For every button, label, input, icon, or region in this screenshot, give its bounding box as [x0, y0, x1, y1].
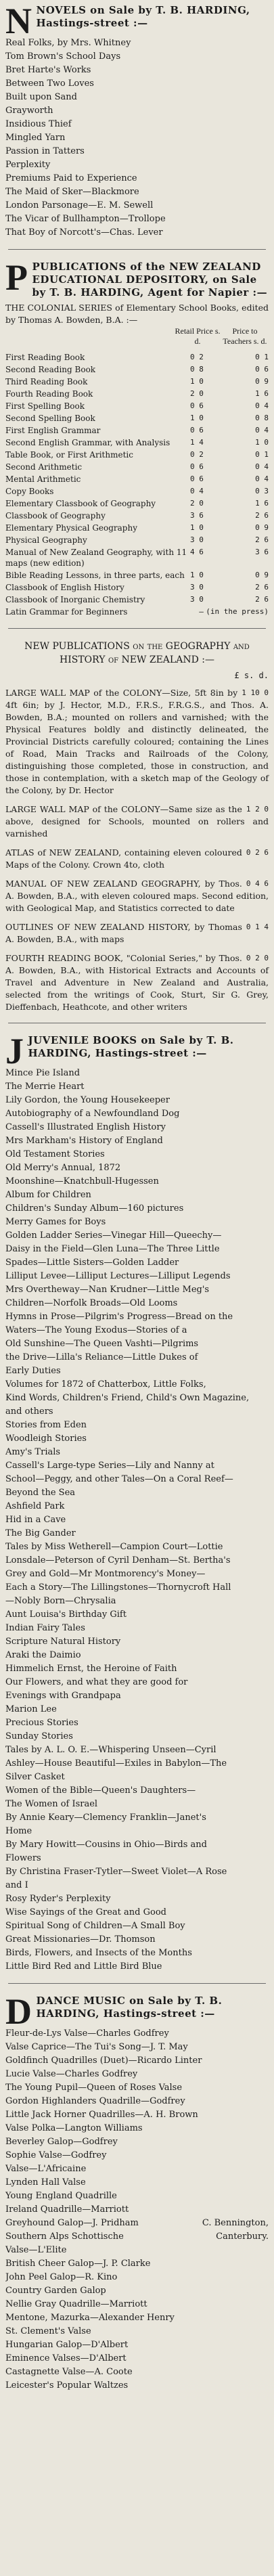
- ad-geography-title: NEW PUBLICATIONS on the GEOGRAPHY and HISTORY of NEW ZEALAND :—: [24, 641, 250, 665]
- teachers-price: 0 9: [255, 571, 269, 579]
- novel-item: Tom Brown's School Days: [5, 51, 121, 62]
- teachers-price: 1 6: [255, 389, 269, 398]
- juvenile-item: Old Merry's Annual, 1872: [5, 1163, 121, 1173]
- ad-novels: [5, 1, 269, 240]
- juvenile-item: Woodleigh Stories: [5, 1434, 87, 1444]
- dance-item: [5, 2271, 269, 2284]
- publication-row: [5, 474, 269, 486]
- juvenile-item: By Annie Keary—Clemency Franklin—Janet's: [5, 1813, 206, 1823]
- dance-item: [5, 2325, 269, 2338]
- dance-item: [5, 2298, 269, 2311]
- publication-name: Elementary Classbook of Geography: [5, 499, 156, 508]
- publication-name: Classbook of Inorganic Chemistry: [5, 595, 145, 604]
- retail-price: 2 0: [190, 389, 204, 398]
- juvenile-item: Golden Ladder Series—Vinegar Hill—Queechy—: [5, 1230, 222, 1241]
- juvenile-item: and I: [5, 1880, 28, 1890]
- juvenile-item: Sunday Stories: [5, 1731, 73, 1741]
- juvenile-item: Mrs Markham's History of England: [5, 1136, 163, 1146]
- juvenile-item: Scripture Natural History: [5, 1637, 121, 1647]
- ad-geography: [5, 640, 269, 1013]
- dance-item-name: Ireland Quadrille—Marriott: [5, 2204, 129, 2215]
- publication-name: Bible Reading Lessons, in three parts, each: [5, 571, 185, 580]
- geography-items: [5, 687, 269, 1013]
- dropcap-n: N: [5, 1, 32, 41]
- publication-name: Table Book, or First Arithmetic: [5, 450, 133, 460]
- teachers-price: 0 1: [255, 353, 269, 361]
- dance-item-name: John Peel Galop—R. Kino: [5, 2272, 118, 2282]
- novel-item: London Parsonage—E. M. Sewell: [5, 200, 154, 210]
- publication-row: [5, 413, 269, 425]
- retail-price: 0 6: [190, 462, 204, 471]
- retail-price: 1 0: [190, 571, 204, 579]
- juvenile-item: Home: [5, 1826, 32, 1836]
- retail-price: 3 6: [190, 511, 204, 520]
- juvenile-item: Birds, Flowers, and Insects of the Months: [5, 1948, 192, 1958]
- juvenile-item: Lily Gordon, the Young Housekeeper: [5, 1095, 170, 1105]
- novels-list: [5, 37, 269, 240]
- sd-label: £ s. d.: [234, 671, 269, 680]
- geography-item-text: MANUAL OF NEW ZEALAND GEOGRAPHY, by Thos. A. Bowden, B.A., with eleven coloured maps. Second edition, with Geological Map, and Statistics corrected to date: [5, 879, 269, 913]
- dance-item-name: Lynden Hall Valse: [5, 2177, 86, 2188]
- dance-item: [5, 2311, 269, 2325]
- juvenile-item: Album for Children: [5, 1190, 91, 1200]
- geography-item-price: 0 1 4: [246, 923, 269, 931]
- publication-row: [5, 606, 269, 619]
- dance-item: [5, 2366, 269, 2379]
- geography-item-text: LARGE WALL MAP of the COLONY—Same size as the above, designed for Schools, mounted on rollers and varnished: [5, 804, 269, 839]
- dance-item-name: Valse—L'Elite: [5, 2245, 67, 2255]
- novel-item: Passion in Tatters: [5, 146, 85, 156]
- publication-name: Latin Grammar for Beginners: [5, 607, 128, 617]
- teachers-price: (in the press): [206, 607, 269, 616]
- juvenile-item: —Nobly Born—Chrysalia: [5, 1596, 116, 1606]
- juvenile-item: Lilliput Levee—Lilliput Lectures—Lilliput Legends: [5, 1271, 231, 1281]
- dance-item-name: Sophie Valse—Godfrey: [5, 2150, 107, 2160]
- dance-item: [5, 2176, 269, 2190]
- juvenile-item: Silver Casket: [5, 1772, 65, 1782]
- juvenile-item: Precious Stories: [5, 1718, 78, 1728]
- publication-name: First Spelling Book: [5, 401, 85, 411]
- juvenile-item: Indian Fairy Tales: [5, 1623, 85, 1633]
- juvenile-item: By Christina Fraser-Tytler—Sweet Violet—A Rose: [5, 1867, 227, 1877]
- divider: [8, 1983, 266, 1984]
- dropcap-d: D: [5, 1991, 32, 2032]
- juvenile-list: [5, 1067, 269, 1974]
- juvenile-item: Araki the Daimio: [5, 1650, 81, 1660]
- dance-item: [5, 2203, 269, 2217]
- teachers-price: 0 8: [255, 414, 269, 422]
- dance-item-name: The Young Pupil—Queen of Roses Valse: [5, 2083, 183, 2093]
- retail-price: 1 0: [190, 414, 204, 422]
- geography-item-price: 1 10 0: [242, 688, 269, 697]
- publication-name: Fourth Reading Book: [5, 389, 93, 399]
- dance-item: [5, 2284, 269, 2298]
- ad-publications-subtitle: THE COLONIAL SERIES of Elementary School Books, edited by Thomas A. Bowden, B.A. :—: [5, 303, 269, 325]
- publication-row: [5, 401, 269, 413]
- dance-item-name: Goldfinch Quadrilles (Duet)—Ricardo Linter: [5, 2056, 202, 2066]
- publication-name: Second Reading Book: [5, 365, 96, 374]
- retail-price: 3 0: [190, 535, 204, 544]
- juvenile-item: Great Missionaries—Dr. Thomson: [5, 1934, 156, 1945]
- dance-item-note: C. Bennington,: [202, 2218, 269, 2228]
- dance-item-name: Beverley Galop—Godfrey: [5, 2137, 118, 2147]
- teachers-price: 0 4: [255, 462, 269, 471]
- teachers-price: 1 6: [255, 499, 269, 508]
- publication-row: [5, 486, 269, 498]
- geography-item-text: FOURTH READING BOOK, "Colonial Series," by Thos. A. Bowden, B.A., with Historical Extracts and Accounts of Travel and Adventure in New Zealand and Australia, selected from the writings of Cook, Sturt, Sir G. Grey, Dieffenbach, Heathcote, and other writers: [5, 953, 269, 1012]
- ad-novels-title: NOVELS on Sale by T. B. HARDING, Hastings-street :—: [36, 4, 250, 29]
- geography-item-price: 0 4 6: [246, 879, 269, 888]
- teachers-price: 2 6: [255, 511, 269, 520]
- juvenile-item: Children—Norfolk Broads—Old Looms: [5, 1298, 178, 1308]
- publication-name: Elementary Physical Geography: [5, 523, 137, 533]
- juvenile-item: Himmelich Ernst, the Heroine of Faith: [5, 1664, 177, 1674]
- dance-item-name: Southern Alps Schottische: [5, 2231, 124, 2242]
- juvenile-item: Kind Words, Children's Friend, Child's Own Magazine,: [5, 1393, 250, 1403]
- geography-item-text: LARGE WALL MAP of the COLONY—Size, 5ft 8in by 4ft 6in; by J. Hector, M.D., F.R.S., F.R.G.S., and Thos. A. Bowden, B.A.; mounted on rollers and varnished; with the Physical Features boldly and distinctly delineated, the Provincial Districts carefully coloured; containing the Lines of Road, Main Tracks and Railroads of the Colony, distinguishing those completed, those in construction, and those in contemplation, with a sketch map of the Geology of the Colony, by Dr. Hector: [5, 688, 269, 795]
- retail-price: 1 0: [190, 523, 204, 532]
- geography-item-price: 1 2 0: [246, 805, 269, 814]
- juvenile-item: Daisy in the Field—Glen Luna—The Three Little: [5, 1244, 220, 1254]
- ad-publications-title: PUBLICATIONS of the NEW ZEALAND EDUCATIONAL DEPOSITORY, on Sale by T. B. HARDING, Agent for Napier :—: [32, 261, 268, 298]
- juvenile-item: By Mary Howitt—Cousins in Ohio—Birds and: [5, 1840, 208, 1850]
- juvenile-item: Spiritual Song of Children—A Small Boy: [5, 1921, 185, 1931]
- publication-row: [5, 535, 269, 547]
- retail-price: 1 4: [190, 438, 204, 447]
- price-headers: [5, 326, 269, 347]
- divider: [8, 249, 266, 250]
- juvenile-item: Children's Sunday Album—160 pictures: [5, 1203, 184, 1214]
- dance-item-name: Nellie Gray Quadrille—Marriott: [5, 2299, 147, 2309]
- dance-item-name: Greyhound Galop—J. Pridham: [5, 2218, 139, 2228]
- juvenile-item: Lonsdale—Peterson of Cyril Denham—St. Bertha's: [5, 1555, 231, 1565]
- juvenile-item: Our Flowers, and what they are good for: [5, 1677, 188, 1687]
- ad-novels-headline: [5, 1, 269, 41]
- publication-row: [5, 425, 269, 437]
- publication-row: [5, 570, 269, 582]
- dance-item: [5, 2352, 269, 2366]
- teachers-price: 2 6: [255, 535, 269, 544]
- novel-item: That Boy of Norcott's—Chas. Lever: [5, 227, 163, 238]
- publication-row: [5, 498, 269, 510]
- juvenile-item: The Merrie Heart: [5, 1082, 85, 1092]
- geography-item: [5, 803, 269, 840]
- juvenile-item: Rosy Ryder's Perplexity: [5, 1894, 111, 1904]
- ad-publications-headline: [5, 257, 269, 299]
- novel-item: The Vicar of Bullhampton—Trollope: [5, 214, 166, 224]
- juvenile-item: Tales by Miss Wetherell—Campion Court—Lottie: [5, 1542, 223, 1552]
- juvenile-item: Hid in a Cave: [5, 1515, 66, 1525]
- publication-row: [5, 437, 269, 449]
- dance-item-note: Canterbury.: [216, 2231, 269, 2242]
- juvenile-item: Tales by A. L. O. E.—Whispering Unseen—Cyril: [5, 1745, 216, 1755]
- dance-item-name: Fleur-de-Lys Valse—Charles Godfrey: [5, 2028, 169, 2039]
- geography-item-text: OUTLINES OF NEW ZEALAND HISTORY, by Thomas A. Bowden, B.A., with maps: [5, 922, 242, 944]
- publication-row: [5, 376, 269, 388]
- retail-price: 0 2: [190, 450, 204, 459]
- publication-name: Second Arithmetic: [5, 462, 83, 472]
- publication-name: Classbook of Geography: [5, 511, 106, 520]
- ad-juvenile-headline: [5, 1031, 269, 1071]
- retail-price: 0 6: [190, 426, 204, 435]
- novel-item: Premiums Paid to Experience: [5, 173, 137, 183]
- juvenile-item: Cassell's Illustrated English History: [5, 1122, 166, 1132]
- novel-item: Grayworth: [5, 106, 53, 116]
- publication-row: [5, 462, 269, 474]
- publication-name: Second Spelling Book: [5, 414, 95, 423]
- teachers-price: 3 6: [255, 548, 269, 556]
- publication-row: [5, 547, 269, 570]
- dance-item-name: Young England Quadrille: [5, 2191, 117, 2201]
- dance-item-name: Hungarian Galop—D'Albert: [5, 2340, 129, 2350]
- dance-item-name: Valse Polka—Langton Williams: [5, 2123, 143, 2133]
- teachers-price: 0 1: [255, 450, 269, 459]
- publication-row: [5, 510, 269, 523]
- dance-item: [5, 2041, 269, 2054]
- dance-item: [5, 2162, 269, 2176]
- juvenile-item: the Drive—Lilla's Reliance—Little Dukes of: [5, 1352, 198, 1362]
- retail-price: 0 6: [190, 401, 204, 410]
- ad-juvenile-title: JUVENILE BOOKS on Sale by T. B. HARDING, Hastings-street :—: [28, 1034, 234, 1059]
- retail-price: 2 0: [190, 499, 204, 508]
- ad-juvenile: [5, 1031, 269, 1974]
- juvenile-item: and others: [5, 1406, 53, 1417]
- teachers-price: 0 3: [255, 487, 269, 495]
- publication-name: Third Reading Book: [5, 377, 88, 386]
- geography-item: [5, 847, 269, 871]
- novel-item: Between Two Loves: [5, 79, 94, 89]
- teachers-price: 0 6: [255, 365, 269, 374]
- dance-item-name: Leicester's Popular Waltzes: [5, 2380, 129, 2391]
- publication-row: [5, 582, 269, 594]
- teachers-price: 2 6: [255, 595, 269, 604]
- novel-item: Real Folks, by Mrs. Whitney: [5, 38, 131, 48]
- dance-item: [5, 2257, 269, 2271]
- dance-item: [5, 2190, 269, 2203]
- retail-price: 0 6: [190, 474, 204, 483]
- novel-item: Insidious Thief: [5, 119, 72, 129]
- dance-item: [5, 2108, 269, 2122]
- publications-table: [5, 352, 269, 619]
- geography-item: [5, 878, 269, 914]
- dance-item: [5, 2230, 269, 2244]
- dance-item: [5, 2379, 269, 2393]
- dance-item-name: Valse—L'Africaine: [5, 2164, 87, 2174]
- dance-item-name: Country Garden Galop: [5, 2286, 106, 2296]
- juvenile-item: Grey and Gold—Mr Montmorency's Money—: [5, 1569, 206, 1579]
- retail-price: 3 0: [190, 583, 204, 592]
- juvenile-item: Autobiography of a Newfoundland Dog: [5, 1109, 180, 1119]
- publication-name: Manual of New Zealand Geography, with 11 maps (new edition): [5, 548, 187, 568]
- teachers-header: Price to Teachers s. d.: [223, 326, 267, 346]
- juvenile-item: Mince Pie Island: [5, 1068, 81, 1078]
- divider: [8, 628, 266, 629]
- retail-price: 0 4: [190, 487, 204, 495]
- juvenile-item: Marion Lee: [5, 1704, 57, 1714]
- publication-name: Second English Grammar, with Analysis: [5, 438, 170, 447]
- juvenile-item: Amy's Trials: [5, 1447, 61, 1457]
- retail-price: 0 2: [190, 353, 204, 361]
- juvenile-item: Mrs Overtheway—Nan Krudner—Little Meg's: [5, 1285, 210, 1295]
- juvenile-item: Old Testament Stories: [5, 1149, 105, 1159]
- dance-item-name: St. Clement's Valse: [5, 2326, 91, 2336]
- dance-item-name: Mentone, Mazurka—Alexander Henry: [5, 2313, 175, 2323]
- juvenile-item: Volumes for 1872 of Chatterbox, Little Folks,: [5, 1379, 206, 1390]
- dance-item: [5, 2027, 269, 2041]
- dropcap-j: J: [5, 1031, 24, 1071]
- publication-row: [5, 364, 269, 376]
- juvenile-item: Spades—Little Sisters—Golden Ladder: [5, 1258, 179, 1268]
- publication-row: [5, 449, 269, 462]
- publication-row: [5, 388, 269, 401]
- retail-price: 0 8: [190, 365, 204, 374]
- dance-item: [5, 2122, 269, 2135]
- dance-item-name: Lucie Valse—Charles Godfrey: [5, 2069, 138, 2079]
- dropcap-p: P: [5, 257, 28, 298]
- publication-name: First Reading Book: [5, 353, 85, 362]
- juvenile-item: Moonshine—Knatchbull-Hugessen: [5, 1176, 159, 1186]
- retail-price: 1 0: [190, 377, 204, 386]
- publications-rows: [5, 352, 269, 619]
- teachers-price: 0 4: [255, 474, 269, 483]
- dance-item: [5, 2068, 269, 2081]
- dance-item: [5, 2244, 269, 2257]
- dance-item-name: Gordon Highlanders Quadrille—Godfrey: [5, 2096, 185, 2106]
- teachers-price: 0 9: [255, 523, 269, 532]
- publication-name: Classbook of English History: [5, 583, 124, 592]
- geography-item: [5, 921, 269, 946]
- geography-item: [5, 952, 269, 1013]
- juvenile-item: Hymns in Prose—Pilgrim's Progress—Bread on the: [5, 1312, 233, 1322]
- geography-item-price: 0 2 6: [246, 848, 269, 857]
- publication-name: Physical Geography: [5, 535, 87, 545]
- dance-item: [5, 2054, 269, 2068]
- ad-dance-title: DANCE MUSIC on Sale by T. B. HARDING, Hastings-street :—: [36, 1995, 223, 2020]
- dance-item: [5, 2149, 269, 2162]
- ad-dance: [5, 1991, 269, 2393]
- dance-item-name: Valse Caprice—The Tui's Song—J. T. May: [5, 2042, 188, 2052]
- retail-price: 4 6: [190, 548, 204, 556]
- novel-item: Bret Harte's Works: [5, 65, 91, 75]
- retail-price: 3 0: [190, 595, 204, 604]
- novel-item: Perplexity: [5, 160, 51, 170]
- publication-row: [5, 352, 269, 364]
- geography-item-price: 0 2 0: [246, 954, 269, 962]
- dance-item: [5, 2135, 269, 2149]
- juvenile-item: Each a Story—The Lillingstones—Thornycroft Hall: [5, 1582, 231, 1593]
- juvenile-item: Evenings with Grandpapa: [5, 1691, 121, 1701]
- ad-dance-headline: [5, 1991, 269, 2032]
- publication-row: [5, 594, 269, 606]
- juvenile-item: Cassell's Large-type Series—Lily and Nanny at: [5, 1461, 214, 1471]
- dance-item: [5, 2217, 269, 2230]
- juvenile-item: Flowers: [5, 1853, 41, 1863]
- dance-item-name: Castagnette Valse—A. Coote: [5, 2367, 133, 2377]
- teachers-price: 0 4: [255, 426, 269, 435]
- teachers-price: 1 0: [255, 438, 269, 447]
- juvenile-item: Early Duties: [5, 1366, 61, 1376]
- dance-list: [5, 2027, 269, 2393]
- novel-item: Mingled Yarn: [5, 133, 66, 143]
- dance-item: [5, 2081, 269, 2095]
- juvenile-item: Stories from Eden: [5, 1420, 87, 1430]
- teachers-price: 0 4: [255, 401, 269, 410]
- teachers-price: 2 6: [255, 583, 269, 592]
- dance-item: [5, 2338, 269, 2352]
- teachers-price: 0 9: [255, 377, 269, 386]
- publication-name: Copy Books: [5, 487, 54, 496]
- novel-item: The Maid of Sker—Blackmore: [5, 187, 139, 197]
- geography-item-text: ATLAS of NEW ZEALAND, containing eleven coloured Maps of the Colony. Crown 4to, cloth: [5, 847, 242, 870]
- retail-price: —: [199, 607, 204, 616]
- dance-item-name: British Cheer Galop—J. P. Clarke: [5, 2259, 151, 2269]
- retail-header: Retail Price s. d.: [175, 326, 221, 346]
- publication-name: First English Grammar: [5, 426, 101, 435]
- juvenile-item: Ashfield Park: [5, 1501, 65, 1511]
- juvenile-item: Aunt Louisa's Birthday Gift: [5, 1609, 127, 1620]
- juvenile-item: Ashley—House Beautiful—Exiles in Babylon—The: [5, 1758, 227, 1769]
- dance-item-name: Eminence Valses—D'Albert: [5, 2353, 127, 2363]
- juvenile-item: Old Sunshine—The Queen Vashti—Pilgrims: [5, 1339, 199, 1349]
- geography-item: [5, 687, 269, 797]
- dance-item-name: Little Jack Horner Quadrilles—A. H. Brown: [5, 2110, 198, 2120]
- juvenile-item: Little Bird Red and Little Bird Blue: [5, 1961, 162, 1972]
- juvenile-item: The Women of Israel: [5, 1799, 98, 1809]
- publication-row: [5, 523, 269, 535]
- juvenile-item: Merry Games for Boys: [5, 1217, 106, 1227]
- juvenile-item: Wise Sayings of the Great and Good: [5, 1907, 166, 1917]
- ad-publications: [5, 257, 269, 619]
- juvenile-item: Women of the Bible—Queen's Daughters—: [5, 1785, 196, 1796]
- publication-name: Mental Arithmetic: [5, 474, 81, 484]
- juvenile-item: Waters—The Young Exodus—Stories of a: [5, 1325, 187, 1335]
- novel-item: Built upon Sand: [5, 92, 77, 102]
- dance-item: [5, 2095, 269, 2108]
- juvenile-item: Beyond the Sea: [5, 1488, 76, 1498]
- juvenile-item: The Big Gander: [5, 1528, 76, 1538]
- juvenile-item: School—Peggy, and other Tales—On a Coral Reef—: [5, 1474, 233, 1484]
